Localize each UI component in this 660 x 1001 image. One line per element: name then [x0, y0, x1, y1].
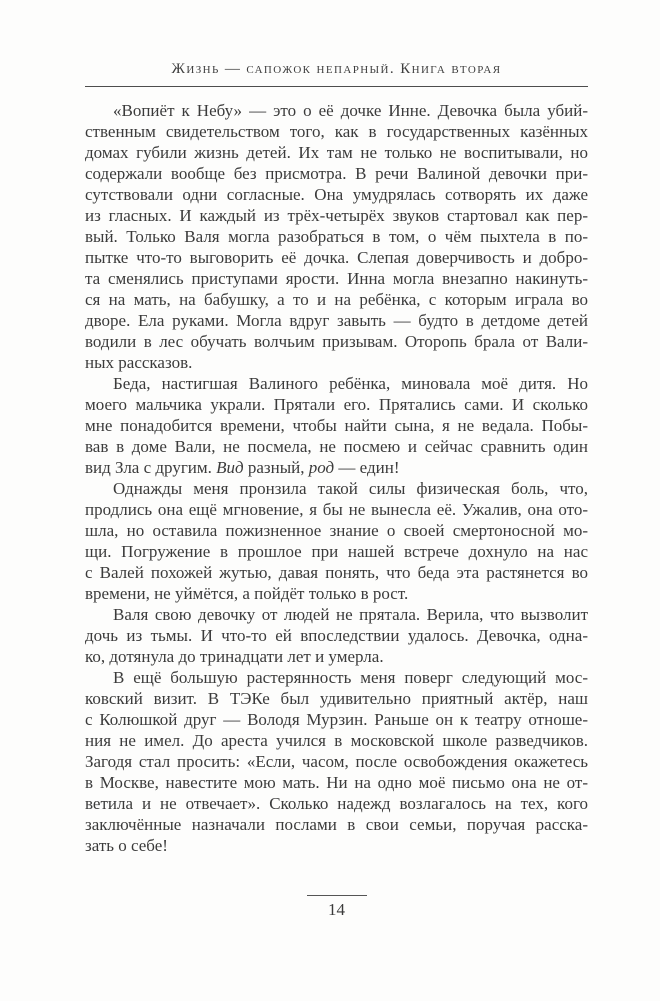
text-line: ко, дотянула до тринадцати лет и умерла.: [85, 647, 384, 666]
text-line: в Москве, навестите мою мать. Ни на одно моё письмо она не от-: [85, 773, 588, 792]
text-line: сутствовали одни согласные. Она умудрялась сотворять их даже: [85, 185, 588, 204]
text-line: щи. Погружение в прошлое при нашей встрече дохнуло на нас: [85, 542, 588, 561]
paragraph: [85, 100, 588, 373]
text-line: ветила и не отвечает». Сколько надежд возлагалось на тех, кого: [85, 794, 588, 813]
text-line: содержали вообще без присмотра. В речи Валиной девочки при-: [85, 164, 588, 183]
text-line: та сменялись приступами ярости. Инна могла внезапно накинуть-: [85, 269, 588, 288]
page-header: [85, 0, 588, 87]
text-line: ся на мать, на бабушку, а то и на ребёнка, с которым играла во: [85, 290, 588, 309]
text-line: дворе. Ела руками. Могла вдруг завыть — будто в детдоме детей: [85, 311, 588, 330]
text-line: Валя свою девочку от людей не прятала. Верила, что вызволит: [113, 605, 588, 624]
text-line: ния не имел. До ареста учился в московской школе разведчиков.: [85, 731, 588, 750]
text-line: домах губили жизнь детей. Их там не только не воспитывали, но: [85, 143, 588, 162]
paragraph: [85, 604, 588, 667]
paragraph: [85, 478, 588, 604]
text-line: шла, но оставила пожизненное знание о своей смертоносной мо-: [85, 521, 588, 540]
paragraph: [85, 667, 588, 856]
text-line: заключённые назначали послами в свои семьи, поручая расска-: [85, 815, 588, 834]
page-number: 14: [328, 900, 345, 919]
text-line: с Колюшкой друг — Володя Мурзин. Раньше он к театру отноше-: [85, 710, 588, 729]
text-line: вый. Только Валя могла разобраться в том, о чём пыхтела в по-: [85, 227, 588, 246]
text-line: В ещё большую растерянность меня поверг следующий мос-: [113, 668, 588, 687]
text-segment: разный,: [243, 458, 309, 477]
text-line: зать о себе!: [85, 836, 168, 855]
text-line: Загодя стал просить: «Если, часом, после освобождения окажетесь: [85, 752, 588, 771]
footer-rule: [307, 895, 367, 896]
text-line: Беда, настигшая Валиного ребёнка, миновала моё дитя. Но: [113, 374, 588, 393]
text-line: продлись она ещё мгновение, я бы не вынесла её. Ужалив, она ото-: [85, 500, 588, 519]
text-line: дочь из тьмы. И что-то ей впоследствии удалось. Девочка, одна-: [85, 626, 588, 645]
text-segment: вид Зла с другим.: [85, 458, 217, 477]
text-segment: — един!: [334, 458, 400, 477]
paragraph: [85, 373, 588, 478]
text-line: из гласных. И каждый из трёх-четырёх звуков стартовал как пер-: [85, 206, 588, 225]
text-line: с Валей похожей жутью, давая понять, что беда эта растянется во: [85, 563, 588, 582]
text-line: пытке что-то выговорить её дочка. Слепая доверчивость и добро-: [85, 248, 588, 267]
text-line: [85, 457, 588, 478]
text-line: Однажды меня пронзила такой силы физическая боль, что,: [113, 479, 588, 498]
text-line: вав в доме Вали, не посмела, не посмею и сейчас сравнить один: [85, 437, 588, 456]
running-header-title: Жизнь — сапожок непарный. Книга вторая: [171, 61, 502, 77]
text-line: мне понадобится времени, чтобы найти сына, я не ведала. Побы-: [85, 416, 588, 435]
text-line: ных рассказов.: [85, 353, 193, 372]
text-line: «Вопиёт к Небу» — это о её дочке Инне. Девочка была убий-: [113, 101, 588, 120]
text-line: времени, не уймётся, а пойдёт только в рост.: [85, 584, 409, 603]
text-column: [85, 0, 588, 920]
page-body-text: [85, 87, 588, 856]
text-line: ковский визит. В ТЭКе был удивительно приятный актёр, наш: [85, 689, 588, 708]
text-line: ственным свидетельством того, как в государственных казённых: [85, 122, 588, 141]
page-footer: [85, 895, 588, 920]
italic-text-segment: род: [308, 458, 335, 477]
text-line: водили в лес обучать волчьим призывам. Оторопь брала от Вали-: [85, 332, 588, 351]
text-line: моего мальчика украли. Прятали его. Прятались сами. И сколько: [85, 395, 588, 414]
italic-text-segment: Вид: [216, 458, 244, 477]
